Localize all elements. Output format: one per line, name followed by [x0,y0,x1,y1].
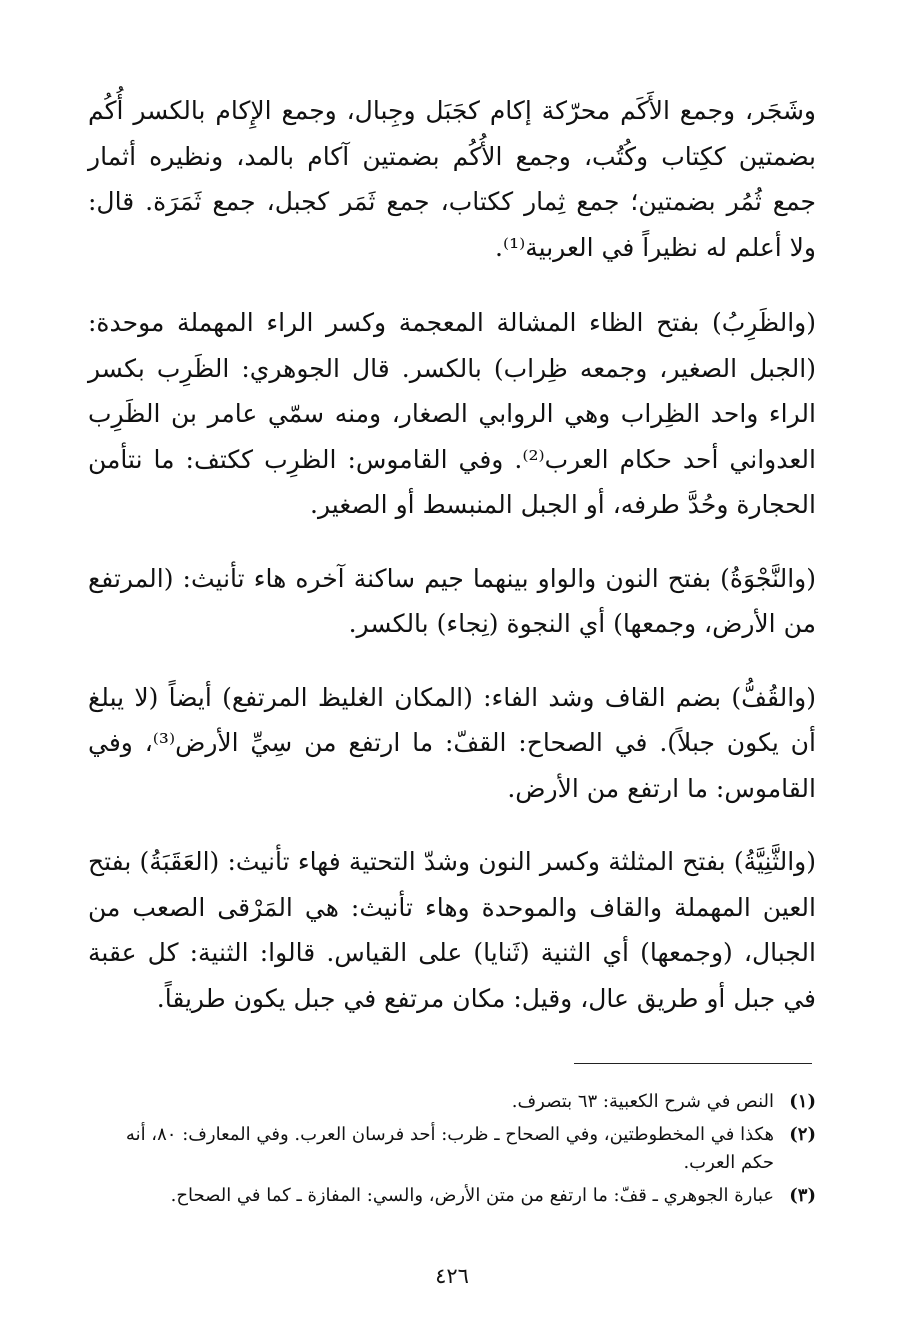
main-text [88,88,816,1049]
footnote-text: هكذا في المخطوطتين، وفي الصحاح ـ ظرب: أحد فرسان العرب. وفي المعارف: ٨٠، أنه حكم العرب. [125,1123,774,1173]
footnote-number: (٣) [789,1184,816,1206]
paragraph-2: (والظَرِبُ) بفتح الظاء المشالة المعجمة وكسر الراء المهملة موحدة: (الجبل الصغير، وجمعه ظِراب) بالكسر. قال الجوهري: الظَرِب بكسر الراء واحد الظِراب وهي الروابي الصغار، ومنه سمّي عامر بن الظَرِب العدواني أحد حكام العرب⁽²⁾. وفي القاموس: الظرِب ككتف: ما نتأمن الحجارة وحُدَّ طرفه، أو الجبل المنبسط أو الصغير. [88,308,816,519]
page-number: ٤٢٦ [435,1264,469,1288]
footnote-divider [574,1063,812,1064]
footnote-3 [88,1182,816,1211]
footnotes [88,1088,816,1214]
paragraph-4: (والقُفُّ) بضم القاف وشد الفاء: (المكان الغليظ المرتفع) أيضاً (لا يبلغ أن يكون جبلاً). في الصحاح: القفّ: ما ارتفع من سِيِّ الأرض⁽³⁾، وفي القاموس: ما ارتفع من الأرض. [88,682,816,803]
footnote-1 [88,1088,816,1117]
footnote-number: (٢) [789,1123,816,1145]
paragraph-3: (والنَّجْوَةُ) بفتح النون والواو بينهما جيم ساكنة آخره هاء تأنيث: (المرتفع من الأرض، وجمعها) أي النجوة (نِجاء) بالكسر. [88,563,816,638]
paragraph-1: وشَجَر، وجمع الأَكَم محرّكة إكام كجَبَل وجِبال، وجمع الإِكام بالكسر أُكُم بضمتين ككِتاب وكُتُب، وجمع الأُكُم بضمتين آكام بالمد، ونظيره أثمار جمع ثُمُر بضمتين؛ جمع ثِمار ككتاب، جمع ثَمَر كجبل، جمع ثَمَرَة. قال: ولا أعلم له نظيراً في العربية⁽¹⁾. [88,96,816,262]
footnote-number: (١) [789,1091,816,1112]
footnote-text: عبارة الجوهري ـ قفّ: ما ارتفع من متن الأرض، والسي: المفازة ـ كما في الصحاح. [170,1184,774,1206]
footnote-text: النص في شرح الكعبية: ٦٣ بتصرف. [511,1091,774,1112]
paragraph-5: (والثَّنِيَّةُ) بفتح المثلثة وكسر النون وشدّ التحتية فهاء تأنيث: (العَقَبَةُ) بفتح العين المهملة والقاف والموحدة وهاء تأنيث: هي المَرْقى الصعب من الجبال، (وجمعها) أي الثنية (ثَنايا) على القياس. قالوا: الثنية: كل عقبة في جبل أو طريق عال، وقيل: مكان مرتفع في جبل يكون طريقاً. [88,847,816,1013]
footnote-2 [88,1121,816,1178]
